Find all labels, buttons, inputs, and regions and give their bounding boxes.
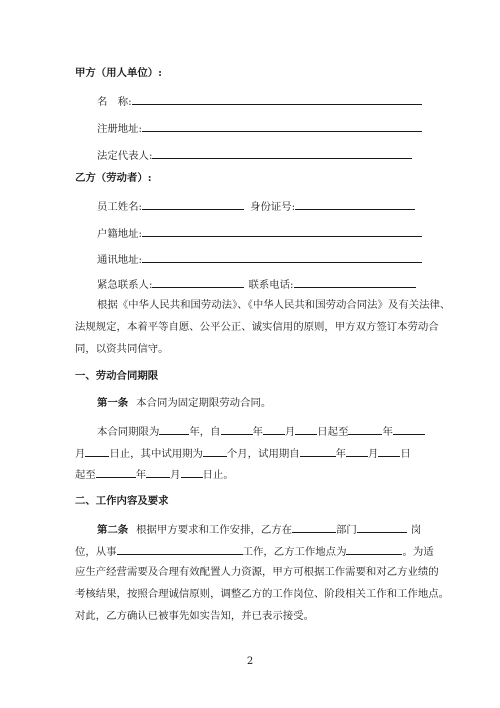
period-text: 月 [368,448,379,460]
article-1-label: 第一条 [97,397,129,409]
article-2-text: 岗 [410,524,422,536]
section-2-title: 二、工作内容及要求 [75,495,169,507]
work-location-field[interactable] [346,543,402,555]
period-text: 日止。 [202,469,234,481]
preamble-line-2: 法规规定，本着平等自愿、公平公正、诚实信用的原则，甲方双方签订本劳动合 [75,321,439,333]
period-text: 年 [252,426,263,438]
period-text: 个月，试用期自 [226,448,300,460]
section-1-title: 一、劳动合同期限 [75,370,159,382]
party-a-heading: 甲方（用人单位）: [75,67,162,79]
end-month-field[interactable] [393,423,425,435]
probation-start-year-field[interactable] [300,445,336,457]
article-2-text: 部门 [336,524,357,536]
probation-start-day-field[interactable] [378,445,400,457]
page-number: 2 [246,656,254,667]
party-b-phone-field[interactable] [294,276,416,288]
preamble-line-3: 同，以资共同信守。 [75,343,169,355]
article-2-text: 根据甲方要求和工作安排，乙方在 [136,524,293,536]
end-day-field[interactable] [85,445,109,457]
party-a-address-row [97,120,422,136]
party-a-name-row [97,93,422,109]
party-a-rep-label: 法定代表人: [97,150,153,162]
party-b-id-field[interactable] [295,198,415,210]
party-b-heading: 乙方（劳动者）: [75,172,152,184]
party-b-domicile-field[interactable] [142,225,422,237]
period-text: 年 [382,426,393,438]
party-a-rep-row [97,147,412,163]
party-b-domicile-row [97,225,422,241]
article-2-text: 。为适 [402,546,434,558]
period-line-1 [97,423,425,439]
article-2-line-3: 应生产经营需要及合理有效配置人力资源，甲方可根据工作需要和对乙方业绩的 [75,566,439,578]
period-text: 起至 [75,469,96,481]
article-2-label: 第二条 [97,524,129,536]
party-b-emergency-label: 紧急联系人: [97,279,153,291]
period-line-3 [75,466,234,482]
period-years-field[interactable] [159,423,189,435]
party-a-name-label: 名 称: [97,96,132,108]
probation-end-month-field[interactable] [146,466,170,478]
article-2-line-2 [75,543,434,559]
period-text: 月 [284,426,296,438]
party-b-emergency-field[interactable] [152,276,244,288]
work-type-field[interactable] [117,543,243,555]
party-b-name-row [97,198,415,214]
period-text: 年，自 [189,426,221,438]
party-b-name-field[interactable] [142,198,244,210]
period-text: 年 [335,448,347,460]
period-text: 日 [400,448,411,460]
party-b-emergency-row [97,276,416,292]
party-a-address-field[interactable] [142,120,422,132]
start-day-field[interactable] [295,423,317,435]
period-text: 月 [75,448,86,460]
party-b-phone-label: 联系电话: [248,279,294,291]
department-field[interactable] [292,521,336,533]
article-2-text: 工作，乙方工作地点为 [242,546,347,558]
preamble-line-1: 根据《中华人民共和国劳动法》、《中华人民共和国劳动合同法》及有关法律、 [97,299,451,311]
period-text: 日止，其中试用期为 [109,448,203,460]
party-b-name-label: 员工姓名: [97,201,143,213]
party-b-domicile-label: 户籍地址: [97,228,143,240]
article-2-text: 位，从事 [75,546,117,558]
article-1 [97,396,271,410]
party-b-id-label: 身份证号: [250,201,296,213]
position-field[interactable] [357,521,407,533]
period-text: 日起至 [317,426,349,438]
period-text: 年 [135,469,147,481]
party-b-contact-row [97,251,422,267]
start-year-field[interactable] [221,423,253,435]
party-a-name-field[interactable] [132,93,422,105]
period-text: 月 [170,469,181,481]
article-2-line-5: 对此，乙方确认已被事先如实告知，并已表示接受。 [75,610,314,622]
period-line-2 [75,445,411,461]
article-2-line-1 [97,521,421,537]
party-b-contact-addr-label: 通讯地址: [97,254,143,266]
end-year-field[interactable] [348,423,382,435]
period-text: 本合同期限为 [97,426,160,438]
probation-end-year-field[interactable] [96,466,136,478]
probation-start-month-field[interactable] [346,445,368,457]
probation-end-day-field[interactable] [181,466,203,478]
article-2-line-4: 考核结果，按照合理诚信原则，调整乙方的工作岗位、阶段相关工作和工作地点。 [75,588,450,600]
probation-months-field[interactable] [203,445,227,457]
start-month-field[interactable] [263,423,285,435]
party-a-rep-field[interactable] [152,147,412,159]
party-b-contact-addr-field[interactable] [142,251,422,263]
article-1-text: 本合同为固定期限劳动合同。 [136,397,272,409]
party-a-address-label: 注册地址: [97,123,143,135]
